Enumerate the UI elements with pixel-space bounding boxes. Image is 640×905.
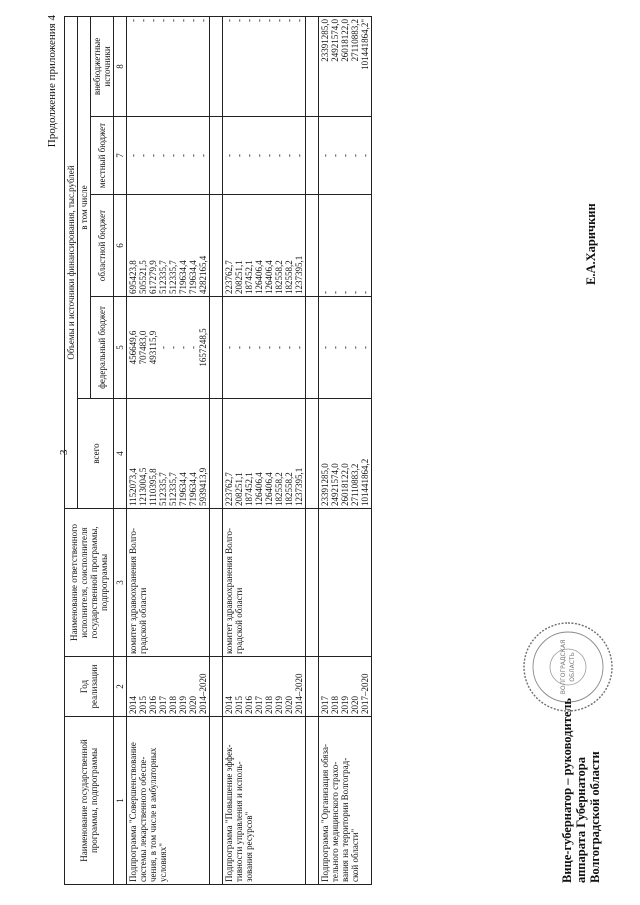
regional-value: 182558,2: [274, 260, 284, 294]
year-value: 2019: [274, 696, 284, 714]
funding-table: [64, 16, 372, 885]
extrabudget-value: -: [284, 18, 294, 22]
federal-value: 707483,0: [138, 330, 148, 365]
regional-value: 695423,8: [128, 260, 138, 294]
signature-line-3: Волгоградской области: [588, 751, 602, 883]
continuation-title: Продолжение приложения 4: [46, 15, 58, 148]
federal-value: 493115,9: [148, 330, 158, 365]
federal-value: -: [350, 346, 360, 349]
extrabudget-value: 26018122,0: [340, 18, 350, 62]
header-local: местный бюджет: [91, 117, 114, 195]
total-value: 182558,2: [274, 472, 284, 506]
cell-total: [223, 399, 306, 509]
extrabudget-value: -: [264, 18, 274, 22]
cell-year: [127, 657, 210, 717]
federal-value: -: [284, 346, 294, 349]
extrabudget-value: -: [224, 18, 234, 22]
regional-value: 223762,7: [224, 260, 234, 294]
total-value: 24921574,0: [330, 463, 340, 506]
signature-line-2: аппарата Губернатора: [574, 757, 588, 883]
col-number-8: 8: [114, 16, 127, 116]
year-value: 2015: [234, 696, 244, 714]
executor-value: градской области: [234, 587, 244, 654]
program-name-value: Подпрограмма "Совершенствование: [128, 742, 138, 882]
extrabudget-value: -: [198, 18, 208, 22]
local-value: -: [128, 154, 138, 157]
federal-value: -: [274, 346, 284, 349]
regional-value: 4282165,4: [198, 255, 208, 294]
program-name-value: тивности управления и исполь-: [234, 761, 244, 882]
local-value: -: [360, 154, 370, 157]
year-value: 2016: [244, 696, 254, 714]
year-value: 2020: [188, 696, 198, 714]
header-year: Год реализации: [65, 657, 114, 717]
year-value: 2019: [340, 696, 350, 714]
program-name-value: вания на территории Волгоград-: [340, 757, 350, 882]
federal-value: -: [224, 346, 234, 349]
local-value: -: [168, 154, 178, 157]
regional-value: 1237395,1: [294, 255, 304, 294]
header-federal: федеральный бюджет: [91, 297, 114, 399]
cell-local: [223, 117, 306, 195]
total-value: 101441864,2: [360, 458, 370, 506]
regional-value: 208251,1: [234, 260, 244, 294]
regional-value: 617279,9: [148, 260, 158, 294]
year-value: 2014–2020: [294, 673, 304, 714]
program-name-value: зования ресурсов": [244, 811, 254, 882]
header-executor: Наименование ответственного исполнителя, соисполнителя государственной программы, подпрограммы: [65, 509, 114, 657]
signer-name: Е.А.Харичкин: [584, 203, 598, 285]
header-program-name: Наименование государственной программы, подпрограммы: [65, 717, 114, 885]
cell-regional: [319, 195, 372, 297]
regional-value: -: [340, 291, 350, 294]
extrabudget-value: -: [244, 18, 254, 22]
year-value: 2019: [178, 696, 188, 714]
federal-value: -: [294, 346, 304, 349]
total-value: 23391285,0: [320, 463, 330, 506]
col-number-4: 4: [114, 399, 127, 509]
regional-value: 719634,4: [178, 260, 188, 294]
cell-federal: [127, 297, 210, 399]
local-value: -: [254, 154, 264, 157]
cell-local: [127, 117, 210, 195]
year-value: 2014–2020: [198, 673, 208, 714]
cell-total: [127, 399, 210, 509]
year-value: 2018: [168, 696, 178, 714]
total-value: 126406,4: [264, 472, 274, 506]
local-value: -: [264, 154, 274, 157]
cell-extrabudget: [319, 16, 372, 116]
cell-program-name: [319, 717, 372, 885]
federal-value: -: [330, 346, 340, 349]
regional-value: 187452,1: [244, 260, 254, 294]
col-number-6: 6: [114, 195, 127, 297]
local-value: -: [198, 154, 208, 157]
executor-value: комитет здравоохранения Волго-: [128, 528, 138, 654]
local-value: -: [224, 154, 234, 157]
page-number: 3: [58, 449, 70, 455]
federal-value: -: [360, 346, 370, 349]
cell-program-name: [223, 717, 306, 885]
federal-value: -: [320, 346, 330, 349]
program-name-value: Подпрограмма "Организация обяза-: [320, 743, 330, 882]
extrabudget-value: -: [274, 18, 284, 22]
program-name-value: системы лекарственного обеспе-: [138, 756, 148, 882]
federal-value: -: [188, 346, 198, 349]
program-name-value: ской области": [350, 828, 360, 882]
header-extrabudget: внебюджетные источники: [91, 16, 114, 116]
cell-year: [223, 657, 306, 717]
extrabudget-value: -: [148, 18, 158, 22]
program-name-value: тельного медицинского страхо-: [330, 761, 340, 882]
local-value: -: [350, 154, 360, 157]
cell-regional: [223, 195, 306, 297]
cell-executor: [127, 509, 210, 657]
local-value: -: [330, 154, 340, 157]
total-value: 126406,4: [254, 472, 264, 506]
total-value: 5939413,9: [198, 467, 208, 506]
year-value: 2017: [158, 696, 168, 714]
row-spacer: [210, 16, 223, 884]
total-value: 719634,4: [178, 472, 188, 506]
stamp-text-1: ВОЛГОГРАДСКАЯ: [560, 639, 567, 695]
table-row: [223, 16, 306, 884]
extrabudget-value: -: [128, 18, 138, 22]
local-value: -: [340, 154, 350, 157]
col-number-2: 2: [114, 657, 127, 717]
local-value: -: [148, 154, 158, 157]
cell-executor: [319, 509, 372, 657]
federal-value: -: [178, 346, 188, 349]
federal-value: -: [254, 346, 264, 349]
extrabudget-value: -: [254, 18, 264, 22]
total-value: 719634,4: [188, 472, 198, 506]
regional-value: 512335,7: [158, 260, 168, 294]
cell-local: [319, 117, 372, 195]
year-value: 2020: [284, 696, 294, 714]
local-value: -: [138, 154, 148, 157]
regional-value: -: [350, 291, 360, 294]
cell-regional: [127, 195, 210, 297]
cell-federal: [223, 297, 306, 399]
local-value: -: [320, 154, 330, 157]
total-value: 26018122,0: [340, 463, 350, 506]
cell-executor: [223, 509, 306, 657]
extrabudget-value: -: [294, 18, 304, 22]
cell-federal: [319, 297, 372, 399]
col-number-5: 5: [114, 297, 127, 399]
local-value: -: [274, 154, 284, 157]
local-value: -: [284, 154, 294, 157]
extrabudget-value: 23391285,0: [320, 18, 330, 62]
federal-value: -: [244, 346, 254, 349]
cell-program-name: [127, 717, 210, 885]
executor-value: комитет здравоохранения Волго-: [224, 528, 234, 654]
signature-line-1: Вице-губернатор – руководитель: [560, 697, 574, 883]
local-value: -: [244, 154, 254, 157]
regional-value: -: [330, 291, 340, 294]
year-value: 2018: [264, 696, 274, 714]
extrabudget-value: 27110883,2: [350, 18, 360, 62]
regional-value: 182558,2: [284, 260, 294, 294]
local-value: -: [294, 154, 304, 157]
total-value: 223762,7: [224, 472, 234, 506]
stamp-text-2: ОБЛАСТЬ: [569, 652, 576, 682]
extrabudget-value: -: [138, 18, 148, 22]
year-value: 2017–2020: [360, 673, 370, 714]
year-value: 2020: [350, 696, 360, 714]
federal-value: -: [264, 346, 274, 349]
total-value: 1110395,8: [148, 468, 158, 506]
year-value: 2017: [320, 696, 330, 714]
local-value: -: [234, 154, 244, 157]
program-name-value: Подпрограмма "Повышение эффек-: [224, 744, 234, 882]
header-regional: областной бюджет: [91, 195, 114, 297]
year-value: 2015: [138, 696, 148, 714]
cell-total: [319, 399, 372, 509]
header-funding-group: Объемы и источники финансирования, тыс.рублей: [65, 16, 78, 508]
executor-value: градской области: [138, 587, 148, 654]
regional-value: 505521,5: [138, 260, 148, 294]
extrabudget-value: -: [188, 18, 198, 22]
total-value: 1213004,5: [138, 467, 148, 506]
total-value: 1152073,4: [128, 468, 138, 506]
extrabudget-value: 101441864,2": [360, 18, 370, 70]
col-number-1: 1: [114, 717, 127, 885]
year-value: 2016: [148, 696, 158, 714]
cell-extrabudget: [223, 16, 306, 116]
regional-value: 512335,7: [168, 260, 178, 294]
federal-value: 1657248,5: [198, 328, 208, 367]
col-number-7: 7: [114, 117, 127, 195]
extrabudget-value: 24921574,0: [330, 18, 340, 62]
regional-value: 126406,4: [264, 260, 274, 294]
extrabudget-value: -: [234, 18, 244, 22]
federal-value: -: [234, 346, 244, 349]
cell-year: [319, 657, 372, 717]
header-including: в том числе: [78, 16, 91, 398]
signature-block: [560, 698, 602, 883]
table-row: [127, 16, 210, 884]
row-spacer: [306, 16, 319, 884]
regional-value: -: [320, 291, 330, 294]
local-value: -: [188, 154, 198, 157]
extrabudget-value: -: [158, 18, 168, 22]
total-value: 1237395,1: [294, 467, 304, 506]
col-number-3: 3: [114, 509, 127, 657]
year-value: 2017: [254, 696, 264, 714]
extrabudget-value: -: [168, 18, 178, 22]
year-value: 2018: [330, 696, 340, 714]
total-value: 512335,7: [158, 472, 168, 506]
program-name-value: условиях": [158, 843, 168, 882]
table-body: [127, 16, 372, 884]
federal-value: -: [168, 346, 178, 349]
table-row: [319, 16, 372, 884]
federal-value: 456649,6: [128, 330, 138, 365]
year-value: 2014: [224, 696, 234, 714]
total-value: 512335,7: [168, 472, 178, 506]
federal-value: -: [340, 346, 350, 349]
regional-value: 719634,4: [188, 260, 198, 294]
local-value: -: [158, 154, 168, 157]
total-value: 187452,1: [244, 472, 254, 506]
extrabudget-value: -: [178, 18, 188, 22]
total-value: 27110883,2: [350, 463, 360, 506]
total-value: 182558,2: [284, 472, 294, 506]
year-value: 2014: [128, 696, 138, 714]
federal-value: -: [158, 346, 168, 349]
program-name-value: чения, в том числе в амбулаторных: [148, 747, 158, 882]
regional-value: -: [360, 291, 370, 294]
cell-extrabudget: [127, 16, 210, 116]
total-value: 208251,1: [234, 472, 244, 506]
header-total: всего: [78, 399, 114, 509]
local-value: -: [178, 154, 188, 157]
regional-value: 126406,4: [254, 260, 264, 294]
